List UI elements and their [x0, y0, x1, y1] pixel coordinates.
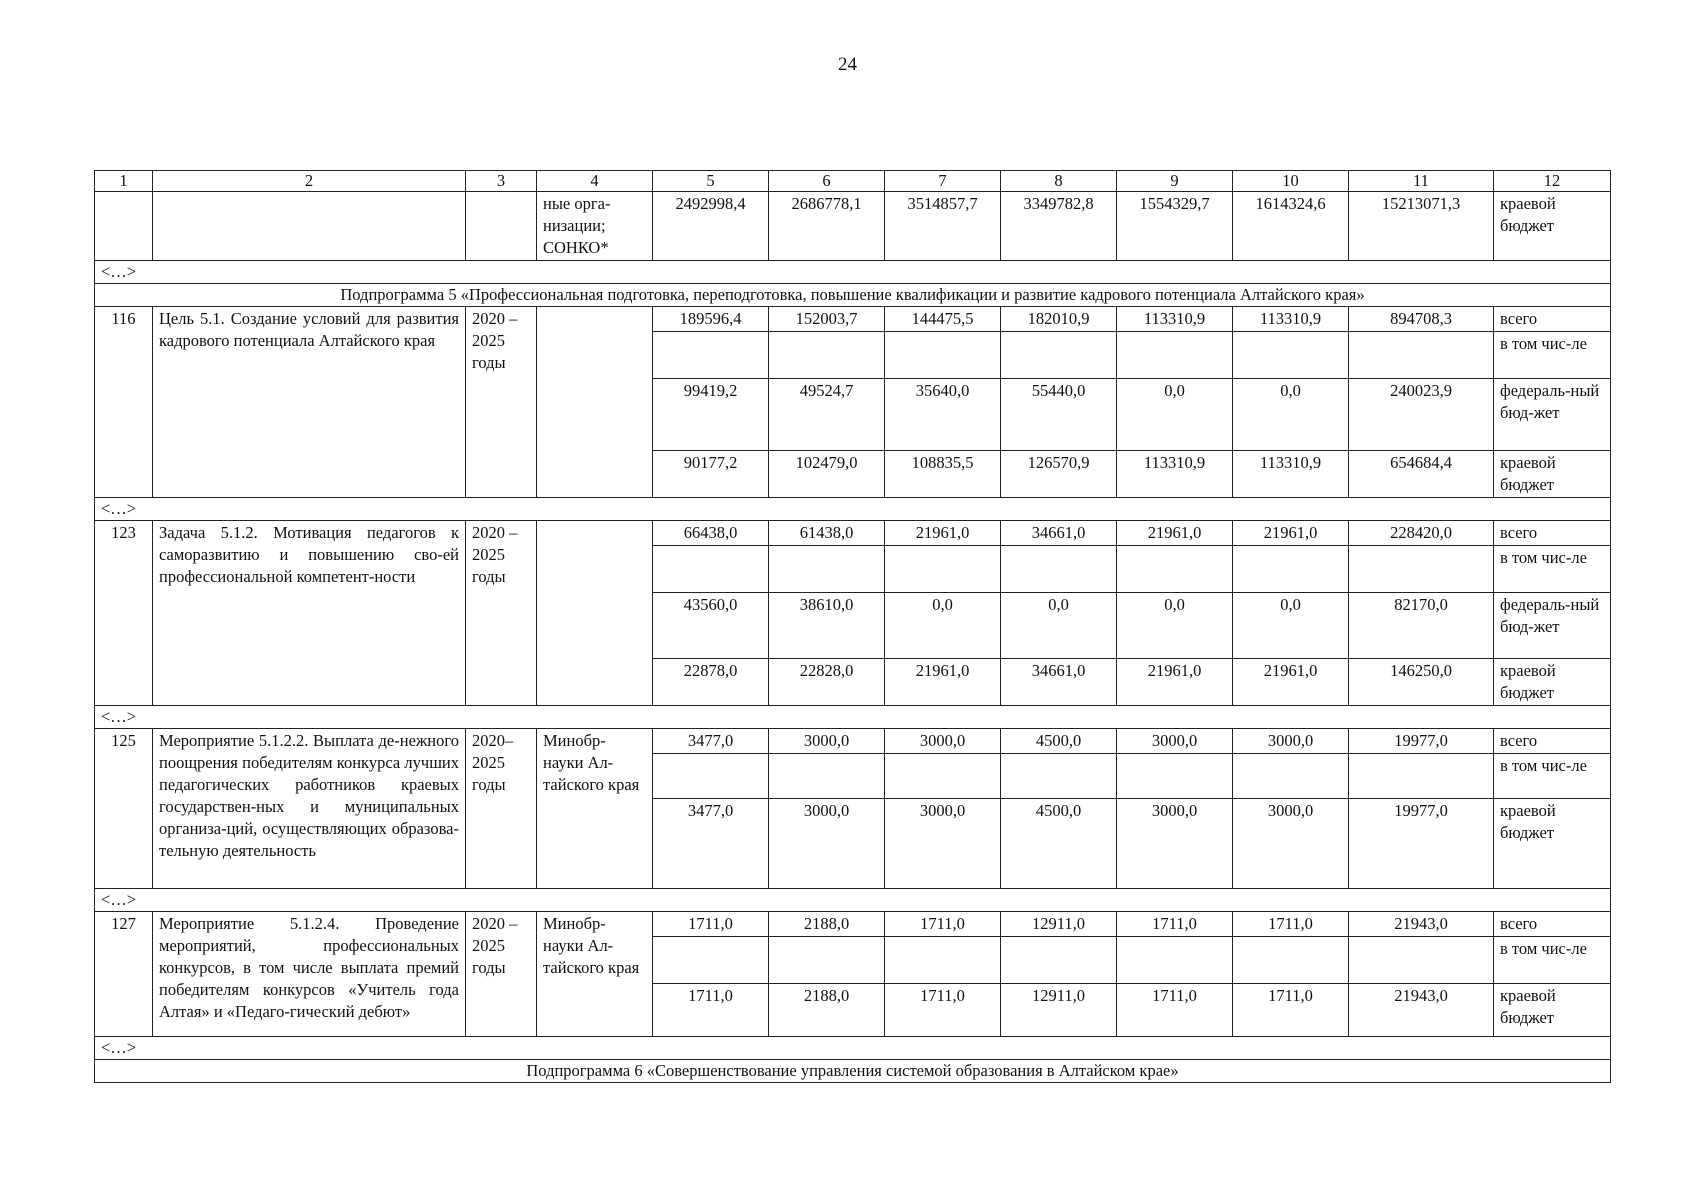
value-cell: 3514857,7 — [885, 192, 1001, 261]
value-cell — [1117, 332, 1233, 379]
ellipsis-row — [95, 706, 1611, 729]
value-cell: 0,0 — [1233, 379, 1349, 451]
value-cell — [769, 546, 885, 593]
row-executor-cell — [537, 307, 653, 498]
value-cell: 2686778,1 — [769, 192, 885, 261]
col-header: 1 — [95, 171, 153, 192]
value-cell: 240023,9 — [1349, 379, 1494, 451]
col-header: 3 — [466, 171, 537, 192]
value-cell: 1711,0 — [653, 984, 769, 1037]
value-cell: 21961,0 — [885, 659, 1001, 706]
funding-source-cell: краевой бюджет — [1494, 659, 1611, 706]
value-cell: 0,0 — [1117, 593, 1233, 659]
table-row — [95, 521, 1611, 546]
value-cell: 66438,0 — [653, 521, 769, 546]
row-name-cell: Задача 5.1.2. Мотивация педагогов к саморазвитию и повышению сво-ей профессиональной компетент-ности — [153, 521, 466, 706]
value-cell — [1233, 937, 1349, 984]
funding-source-cell: всего — [1494, 729, 1611, 754]
value-cell — [653, 754, 769, 799]
value-cell: 3000,0 — [885, 729, 1001, 754]
funding-source-cell: краевой бюджет — [1494, 799, 1611, 889]
col-header: 2 — [153, 171, 466, 192]
col-header: 6 — [769, 171, 885, 192]
value-cell: 152003,7 — [769, 307, 885, 332]
value-cell: 1711,0 — [653, 912, 769, 937]
col-header: 10 — [1233, 171, 1349, 192]
ellipsis-cell: <…> — [95, 1037, 1611, 1060]
value-cell — [653, 937, 769, 984]
value-cell: 3000,0 — [1233, 729, 1349, 754]
funding-source-cell: в том чис-ле — [1494, 754, 1611, 799]
value-cell: 3000,0 — [1117, 729, 1233, 754]
row-period-cell: 2020 – 2025 годы — [466, 307, 537, 498]
value-cell: 38610,0 — [769, 593, 885, 659]
col-header: 5 — [653, 171, 769, 192]
page-number: 24 — [838, 54, 857, 75]
row-name-cell: Цель 5.1. Создание условий для развития кадрового потенциала Алтайского края — [153, 307, 466, 498]
value-cell: 228420,0 — [1349, 521, 1494, 546]
row-name-cell — [153, 192, 466, 261]
value-cell: 82170,0 — [1349, 593, 1494, 659]
value-cell: 113310,9 — [1233, 307, 1349, 332]
value-cell: 1711,0 — [885, 984, 1001, 1037]
value-cell — [1117, 546, 1233, 593]
value-cell: 1554329,7 — [1117, 192, 1233, 261]
value-cell: 3000,0 — [1233, 799, 1349, 889]
row-executor-cell: Минобр-науки Ал-тайского края — [537, 729, 653, 889]
value-cell — [653, 332, 769, 379]
value-cell: 182010,9 — [1001, 307, 1117, 332]
value-cell — [769, 937, 885, 984]
value-cell: 0,0 — [1001, 593, 1117, 659]
value-cell — [1349, 754, 1494, 799]
col-header: 8 — [1001, 171, 1117, 192]
value-cell: 2492998,4 — [653, 192, 769, 261]
value-cell — [885, 754, 1001, 799]
value-cell: 108835,5 — [885, 451, 1001, 498]
value-cell: 113310,9 — [1117, 307, 1233, 332]
value-cell — [1233, 332, 1349, 379]
value-cell: 19977,0 — [1349, 729, 1494, 754]
value-cell: 3000,0 — [1117, 799, 1233, 889]
value-cell: 3000,0 — [769, 799, 885, 889]
value-cell: 21961,0 — [1117, 521, 1233, 546]
col-header: 4 — [537, 171, 653, 192]
value-cell: 61438,0 — [769, 521, 885, 546]
table-row — [95, 912, 1611, 937]
value-cell: 189596,4 — [653, 307, 769, 332]
value-cell: 1711,0 — [1233, 984, 1349, 1037]
table-row — [95, 729, 1611, 754]
funding-source-cell: в том чис-ле — [1494, 332, 1611, 379]
value-cell: 22878,0 — [653, 659, 769, 706]
value-cell — [885, 937, 1001, 984]
row-number-cell: 123 — [95, 521, 153, 706]
value-cell: 3000,0 — [769, 729, 885, 754]
ellipsis-row — [95, 261, 1611, 284]
value-cell — [1349, 546, 1494, 593]
row-number-cell — [95, 192, 153, 261]
row-period-cell — [466, 192, 537, 261]
value-cell: 3477,0 — [653, 729, 769, 754]
value-cell — [1349, 332, 1494, 379]
value-cell: 0,0 — [1233, 593, 1349, 659]
table-row — [95, 307, 1611, 332]
value-cell: 3349782,8 — [1001, 192, 1117, 261]
funding-source-cell: в том чис-ле — [1494, 937, 1611, 984]
value-cell: 654684,4 — [1349, 451, 1494, 498]
value-cell: 0,0 — [885, 593, 1001, 659]
value-cell: 35640,0 — [885, 379, 1001, 451]
value-cell: 99419,2 — [653, 379, 769, 451]
subprogram-row — [95, 1060, 1611, 1083]
ellipsis-row — [95, 889, 1611, 912]
ellipsis-cell: <…> — [95, 261, 1611, 284]
row-executor-cell: ные орга-низации; СОНКО* — [537, 192, 653, 261]
value-cell — [769, 754, 885, 799]
value-cell — [1233, 546, 1349, 593]
funding-source-cell: всего — [1494, 307, 1611, 332]
value-cell: 1711,0 — [1117, 984, 1233, 1037]
value-cell: 43560,0 — [653, 593, 769, 659]
value-cell — [1233, 754, 1349, 799]
value-cell: 2188,0 — [769, 984, 885, 1037]
value-cell: 1711,0 — [885, 912, 1001, 937]
value-cell: 4500,0 — [1001, 729, 1117, 754]
value-cell — [769, 332, 885, 379]
value-cell: 21961,0 — [1233, 521, 1349, 546]
row-executor-cell — [537, 521, 653, 706]
column-number-row — [95, 171, 1611, 192]
funding-source-cell: федераль-ный бюд-жет — [1494, 593, 1611, 659]
value-cell: 126570,9 — [1001, 451, 1117, 498]
row-name-cell: Мероприятие 5.1.2.4. Проведение мероприятий, профессиональных конкурсов, в том числе выплата премий победителям конкурсов «Учитель года Алтая» и «Педаго-гический дебют» — [153, 912, 466, 1037]
ellipsis-row — [95, 1037, 1611, 1060]
value-cell: 21943,0 — [1349, 912, 1494, 937]
col-header: 7 — [885, 171, 1001, 192]
funding-source-cell: краевой бюджет — [1494, 984, 1611, 1037]
value-cell: 22828,0 — [769, 659, 885, 706]
value-cell: 21961,0 — [1233, 659, 1349, 706]
row-number-cell: 125 — [95, 729, 153, 889]
value-cell — [1349, 937, 1494, 984]
col-header: 9 — [1117, 171, 1233, 192]
value-cell — [653, 546, 769, 593]
row-period-cell: 2020 – 2025 годы — [466, 521, 537, 706]
funding-source-cell: краевой бюджет — [1494, 192, 1611, 261]
value-cell: 102479,0 — [769, 451, 885, 498]
row-name-cell: Мероприятие 5.1.2.2. Выплата де-нежного поощрения победителям конкурса лучших педагогических работников краевых государствен-ных и муниципальных организа-ций, осуществляющих образова-тельную деятельность — [153, 729, 466, 889]
value-cell: 19977,0 — [1349, 799, 1494, 889]
value-cell — [1001, 937, 1117, 984]
value-cell: 55440,0 — [1001, 379, 1117, 451]
value-cell: 113310,9 — [1117, 451, 1233, 498]
value-cell: 15213071,3 — [1349, 192, 1494, 261]
value-cell: 3000,0 — [885, 799, 1001, 889]
value-cell: 34661,0 — [1001, 521, 1117, 546]
budget-table — [94, 170, 1611, 1083]
ellipsis-cell: <…> — [95, 498, 1611, 521]
value-cell — [1001, 546, 1117, 593]
value-cell: 1711,0 — [1117, 912, 1233, 937]
funding-source-cell: всего — [1494, 521, 1611, 546]
value-cell — [1117, 937, 1233, 984]
value-cell: 21961,0 — [885, 521, 1001, 546]
value-cell: 146250,0 — [1349, 659, 1494, 706]
value-cell — [1001, 754, 1117, 799]
value-cell: 21943,0 — [1349, 984, 1494, 1037]
value-cell: 4500,0 — [1001, 799, 1117, 889]
value-cell — [885, 546, 1001, 593]
value-cell: 49524,7 — [769, 379, 885, 451]
row-number-cell: 116 — [95, 307, 153, 498]
value-cell: 2188,0 — [769, 912, 885, 937]
value-cell: 3477,0 — [653, 799, 769, 889]
value-cell — [1001, 332, 1117, 379]
col-header: 11 — [1349, 171, 1494, 192]
subprogram-5-title: Подпрограмма 5 «Профессиональная подготовка, переподготовка, повышение квалификации и развитие кадрового потенциала Алтайского края» — [95, 284, 1611, 307]
value-cell — [1117, 754, 1233, 799]
value-cell: 0,0 — [1117, 379, 1233, 451]
ellipsis-cell: <…> — [95, 706, 1611, 729]
funding-source-cell: всего — [1494, 912, 1611, 937]
row-period-cell: 2020 – 2025 годы — [466, 912, 537, 1037]
value-cell — [885, 332, 1001, 379]
ellipsis-cell: <…> — [95, 889, 1611, 912]
row-period-cell: 2020– 2025 годы — [466, 729, 537, 889]
value-cell: 113310,9 — [1233, 451, 1349, 498]
value-cell: 1614324,6 — [1233, 192, 1349, 261]
col-header: 12 — [1494, 171, 1611, 192]
value-cell: 12911,0 — [1001, 912, 1117, 937]
value-cell: 90177,2 — [653, 451, 769, 498]
funding-source-cell: в том чис-ле — [1494, 546, 1611, 593]
value-cell: 144475,5 — [885, 307, 1001, 332]
value-cell: 34661,0 — [1001, 659, 1117, 706]
subprogram-row — [95, 284, 1611, 307]
value-cell: 894708,3 — [1349, 307, 1494, 332]
row-number-cell: 127 — [95, 912, 153, 1037]
row-executor-cell: Минобр-науки Ал-тайского края — [537, 912, 653, 1037]
funding-source-cell: краевой бюджет — [1494, 451, 1611, 498]
value-cell: 21961,0 — [1117, 659, 1233, 706]
table-row — [95, 192, 1611, 261]
value-cell: 12911,0 — [1001, 984, 1117, 1037]
subprogram-6-title: Подпрограмма 6 «Совершенствование управления системой образования в Алтайском крае» — [95, 1060, 1611, 1083]
ellipsis-row — [95, 498, 1611, 521]
funding-source-cell: федераль-ный бюд-жет — [1494, 379, 1611, 451]
value-cell: 1711,0 — [1233, 912, 1349, 937]
